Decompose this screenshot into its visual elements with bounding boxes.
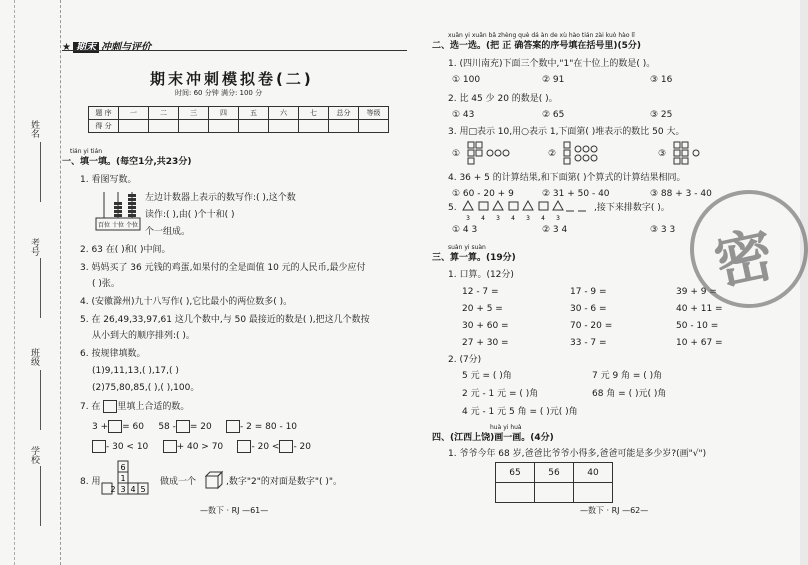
- cube-face-num: 4: [130, 485, 136, 494]
- abacus-label: 十位: [111, 222, 125, 229]
- age-option: 56: [535, 463, 574, 483]
- c2-text: 2. (7分): [448, 355, 482, 365]
- score-head-cell: 等级: [359, 107, 389, 120]
- check-cell[interactable]: [496, 483, 535, 503]
- q4-text: 4. (安徽滁州)九十八写作( ),它比最小的两位数多( )。: [80, 297, 293, 307]
- money-item: 5 元 = ( )角: [462, 371, 512, 381]
- d1-text: 1. 爷爷今年 68 岁,爸爸比爷爷小得多,爸爸可能是多少岁?(画"√"): [448, 449, 707, 459]
- r3-figure-1: [466, 140, 516, 166]
- page-footer-right: —数下 · RJ —62—: [580, 506, 649, 515]
- score-cell[interactable]: [269, 120, 299, 133]
- score-head-cell: 三: [179, 107, 209, 120]
- star-icon: ★: [62, 42, 71, 53]
- calc-item: 50 - 10 =: [676, 321, 719, 331]
- r3-option[interactable]: ②: [548, 149, 557, 159]
- q7-answer-box[interactable]: [108, 420, 122, 433]
- q7-answer-box[interactable]: [163, 440, 177, 453]
- school-label: 学校: [29, 446, 39, 464]
- q1-line-a: 左边计数器上表示的数写作:( ),这个数: [145, 193, 296, 203]
- q6-text: 6. 按规律填数。: [80, 349, 146, 359]
- r5-tail: ,接下来排数字( )。: [594, 203, 670, 213]
- name-label: 姓名: [29, 120, 39, 138]
- r1-text: 1. (四川南充)下面三个数中,"1"在十位上的数是( )。: [448, 59, 656, 69]
- class-label: 班级: [29, 348, 39, 366]
- score-cell[interactable]: [299, 120, 329, 133]
- calc-item: 20 + 5 =: [462, 304, 503, 314]
- abacus-label: 百位: [97, 222, 111, 229]
- q8-tail: ,数字"2"的对面是数字"( )"。: [226, 477, 343, 487]
- page-subtitle: 时间: 60 分钟 满分: 100 分: [175, 89, 263, 97]
- score-cell[interactable]: [329, 120, 359, 133]
- r5-number: 3: [496, 215, 500, 222]
- r2-option[interactable]: ③ 25: [650, 110, 673, 120]
- q6-seq-1: (1)9,11,13,( ),17,( ): [92, 366, 179, 376]
- page-footer-left: —数下 · RJ —61—: [200, 506, 269, 515]
- page-title: 期末冲刺模拟卷(二): [150, 70, 314, 88]
- r5-number: 3: [466, 215, 470, 222]
- r1-option[interactable]: ② 91: [542, 75, 565, 85]
- r1-option[interactable]: ① 100: [452, 75, 481, 85]
- q8-mid: 做成一个: [160, 477, 197, 487]
- score-row: [89, 120, 389, 133]
- r5-number: 4: [541, 215, 545, 222]
- q7-text: [80, 400, 189, 413]
- score-head-cell: 四: [209, 107, 239, 120]
- money-item: 7 元 9 角 = ( )角: [592, 371, 663, 381]
- q7-answer-box[interactable]: [92, 440, 106, 453]
- score-row-label: 得 分: [89, 120, 119, 133]
- q7-expr: + 40 > 70: [176, 442, 224, 452]
- q2-text: 2. 63 在( )和( )中间。: [80, 245, 171, 255]
- exam-no-line[interactable]: [40, 258, 41, 318]
- q7-expr: = 60: [122, 422, 144, 432]
- calc-item: 40 + 11 =: [676, 304, 723, 314]
- section3-heading: 三、算一算。(19分): [432, 253, 516, 263]
- score-cell[interactable]: [149, 120, 179, 133]
- q7-answer-box[interactable]: [237, 440, 251, 453]
- r3-figure-2: [562, 140, 612, 166]
- q8-lead: 8. 用: [80, 477, 101, 487]
- q7-expr: - 30 < 10: [106, 442, 149, 452]
- age-option: 40: [574, 463, 613, 483]
- r5-number: 3: [526, 215, 530, 222]
- section2-heading: 二、选一选。(把 正 确答案的序号填在括号里)(5分): [432, 41, 641, 51]
- age-choice-table: [495, 462, 613, 503]
- calc-item: 10 + 67 =: [676, 338, 723, 348]
- section4-pinyin: huà yi huà: [490, 424, 522, 431]
- r3-figure-3: [672, 140, 712, 166]
- q7-expr: = 20: [189, 422, 212, 432]
- r3-text: 3. 用□表示 10,用○表示 1,下面第( )堆表示的数比 50 大。: [448, 127, 685, 137]
- q7-box-sample: [103, 400, 117, 413]
- confidential-stamp: [690, 190, 808, 308]
- section1-heading: 一、填一填。(每空1分,共23分): [62, 157, 192, 167]
- score-table: [88, 106, 389, 133]
- section2-pinyin: xuǎn yi xuǎn bǎ zhèng què dá àn de xù hào tián zài kuò hào lǐ: [448, 32, 635, 39]
- binding-strip: [0, 0, 61, 565]
- q7-expr: - 20: [293, 442, 312, 452]
- q7-expr: - 2 = 80 - 10: [240, 422, 298, 432]
- header-rule: [62, 50, 407, 51]
- calc-item: 30 + 60 =: [462, 321, 509, 331]
- r2-text: 2. 比 45 少 20 的数是( )。: [448, 94, 558, 104]
- r4-option[interactable]: ② 31 + 50 - 40: [542, 189, 610, 199]
- section4-heading: 四、(江西上饶)画一画。(4分): [432, 433, 554, 443]
- age-option: 65: [496, 463, 535, 483]
- r5-number: 4: [481, 215, 485, 222]
- exam-no-label: 考号: [29, 238, 39, 256]
- section3-pinyin: suàn yi suàn: [448, 244, 486, 251]
- cube-face-num: 2: [110, 485, 116, 494]
- score-cell[interactable]: [359, 120, 389, 133]
- calc-item: 27 + 30 =: [462, 338, 509, 348]
- calc-item: 30 - 6 =: [570, 304, 607, 314]
- cut-line: [14, 0, 15, 565]
- calc-item: 33 - 7 =: [570, 338, 607, 348]
- r2-option[interactable]: ② 65: [542, 110, 565, 120]
- score-head-cell: 一: [119, 107, 149, 120]
- score-cell[interactable]: [179, 120, 209, 133]
- score-head-cell: 总分: [329, 107, 359, 120]
- score-header-row: [89, 107, 389, 120]
- name-line[interactable]: [40, 142, 41, 202]
- r5-option[interactable]: ① 4 3: [452, 225, 478, 235]
- cube-net-figure: [112, 460, 158, 498]
- money-item: 2 元 - 1 元 = ( )角: [462, 389, 539, 399]
- c1-text: 1. 口算。(12分): [448, 270, 514, 280]
- score-head-cell: 题 序: [89, 107, 119, 120]
- q7-row-1: [92, 420, 297, 433]
- score-head-cell: 二: [149, 107, 179, 120]
- check-cell[interactable]: [574, 483, 613, 503]
- cube-face-num: 5: [140, 485, 146, 494]
- q7-tail: 里填上合适的数。: [117, 402, 190, 412]
- q7-expr: 58 -: [158, 422, 176, 432]
- cube-icon: [204, 470, 224, 490]
- q7-answer-box[interactable]: [279, 440, 293, 453]
- q7-row-2: [92, 440, 311, 453]
- q5-text-b: 从小到大的顺序排列:( )。: [92, 331, 195, 341]
- money-item: 4 元 - 1 元 5 角 = ( )元( )角: [462, 407, 578, 417]
- score-head-cell: 六: [269, 107, 299, 120]
- cube-face-num: 3: [120, 485, 126, 494]
- school-line[interactable]: [40, 466, 41, 526]
- q3-text-a: 3. 妈妈买了 36 元钱的鸡蛋,如果付的全是面值 10 元的人民币,最少应付: [80, 263, 366, 273]
- check-cell[interactable]: [535, 483, 574, 503]
- q7-lead: 7. 在: [80, 402, 101, 412]
- score-cell[interactable]: [119, 120, 149, 133]
- q7-expr: 3 +: [92, 422, 109, 432]
- r5-number: 3: [556, 215, 560, 222]
- section1-pinyin: tián yi tián: [70, 148, 103, 155]
- q6-seq-2: (2)75,80,85,( ),( ),100。: [92, 383, 200, 393]
- score-cell[interactable]: [239, 120, 269, 133]
- score-head-cell: 七: [299, 107, 329, 120]
- q7-expr: - 20 <: [251, 442, 280, 452]
- calc-item: 39 + 9 =: [676, 287, 717, 297]
- brand-tag: 期末: [73, 42, 99, 53]
- r5-lead: 5.: [448, 203, 457, 213]
- r5-option[interactable]: ② 3 4: [542, 225, 568, 235]
- money-item: 68 角 = ( )元( )角: [592, 389, 667, 399]
- class-line[interactable]: [40, 370, 41, 430]
- r1-option[interactable]: ③ 16: [650, 75, 673, 85]
- r4-text: 4. 36 + 5 的计算结果,和下面第( )个算式的计算结果相同。: [448, 173, 686, 183]
- abacus-figure: [96, 190, 140, 230]
- r3-option[interactable]: ①: [452, 149, 461, 159]
- r4-option[interactable]: ③ 88 + 3 - 40: [650, 189, 712, 199]
- cube-face-num: 1: [120, 474, 126, 483]
- score-cell[interactable]: [209, 120, 239, 133]
- score-head-cell: 五: [239, 107, 269, 120]
- q1-line-c: 个一组成。: [145, 227, 191, 237]
- calc-item: 70 - 20 =: [570, 321, 613, 331]
- abacus-label: 个位: [125, 222, 139, 229]
- q7-answer-box[interactable]: [176, 420, 190, 433]
- calc-item: 17 - 9 =: [570, 287, 607, 297]
- r5-option[interactable]: ③ 3 3: [650, 225, 676, 235]
- q1-line-b: 读作:( ),由( )个十和( ): [145, 210, 235, 220]
- brand-text: 冲刺与评价: [100, 42, 151, 53]
- check-row: [496, 483, 613, 503]
- cube-face-num: 6: [120, 463, 126, 472]
- q1-text: 1. 看图写数。: [80, 175, 137, 185]
- r3-option[interactable]: ③: [658, 149, 667, 159]
- r5-number: 4: [511, 215, 515, 222]
- q7-answer-box[interactable]: [226, 420, 240, 433]
- calc-item: 12 - 7 =: [462, 287, 499, 297]
- r2-option[interactable]: ① 43: [452, 110, 475, 120]
- age-row: [496, 463, 613, 483]
- r5-shape-pattern: [462, 200, 592, 222]
- r4-option[interactable]: ① 60 - 20 + 9: [452, 189, 514, 199]
- stamp-char: 密: [708, 219, 780, 299]
- q3-text-b: ( )张。: [92, 279, 120, 289]
- q5-text-a: 5. 在 26,49,33,97,61 这几个数中,与 50 最接近的数是( ),把这几个数按: [80, 315, 370, 325]
